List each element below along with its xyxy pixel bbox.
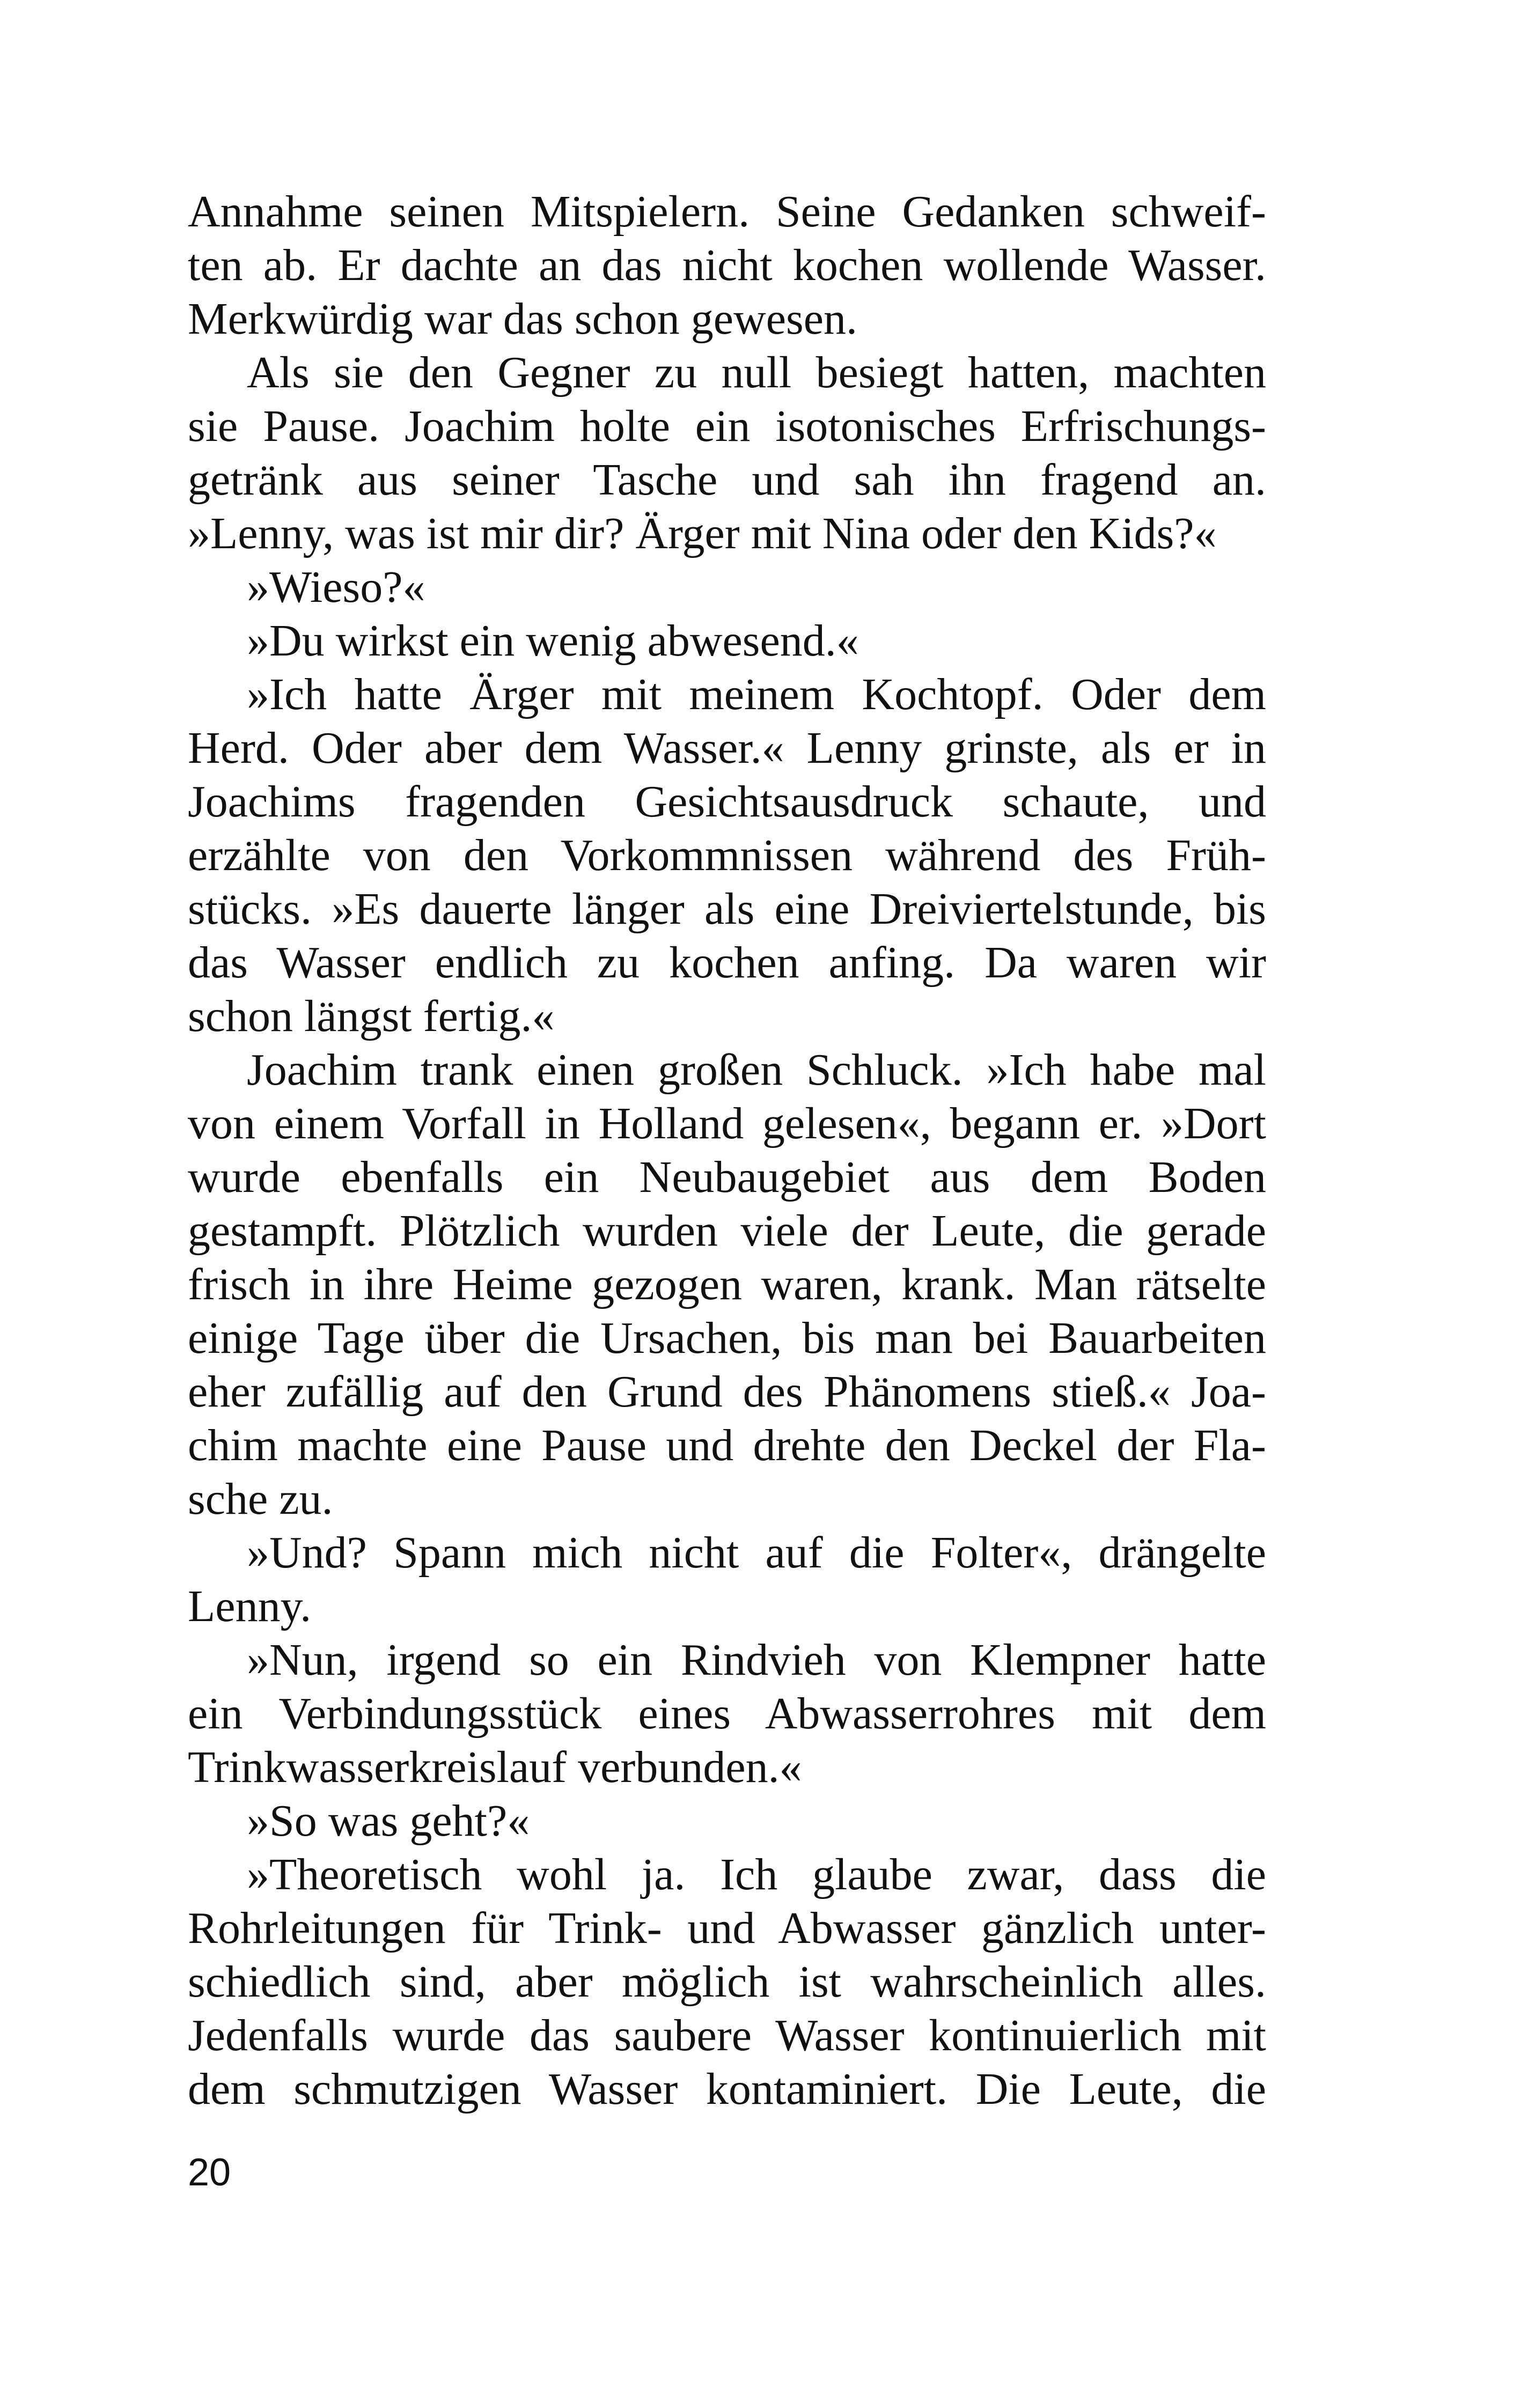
text-line: »Lenny, was ist mir dir? Ärger mit Nina oder den Kids?« bbox=[188, 509, 1217, 558]
text-line: schon längst fertig.« bbox=[188, 991, 555, 1041]
text-line: »Theoretisch wohl ja. Ich glaube zwar, dass die bbox=[247, 1850, 1266, 1899]
text-line: von einem Vorfall in Holland gelesen«, begann er. »Dort bbox=[188, 1099, 1266, 1148]
text-line: Rohrleitungen für Trink- und Abwasser gänzlich unter- bbox=[188, 1903, 1266, 1953]
text-line: Joachim trank einen großen Schluck. »Ich habe mal bbox=[247, 1045, 1266, 1095]
text-line: dem schmutzigen Wasser kontaminiert. Die Leute, die bbox=[188, 2064, 1266, 2114]
text-line: »Ich hatte Ärger mit meinem Kochtopf. Oder dem bbox=[247, 669, 1266, 719]
text-line: erzählte von den Vorkommnissen während des Früh- bbox=[188, 830, 1266, 880]
text-line: chim machte eine Pause und drehte den Deckel der Fla- bbox=[188, 1420, 1266, 1470]
text-line: »Du wirkst ein wenig abwesend.« bbox=[247, 616, 859, 666]
text-line: »Und? Spann mich nicht auf die Folter«, drängelte bbox=[247, 1528, 1266, 1578]
text-line: sie Pause. Joachim holte ein isotonisches Erfrischungs- bbox=[188, 401, 1266, 451]
text-line: Jedenfalls wurde das saubere Wasser kontinuierlich mit bbox=[188, 2011, 1266, 2060]
text-line: Joachims fragenden Gesichtsausdruck schaute, und bbox=[188, 777, 1266, 827]
text-line: »Nun, irgend so ein Rindvieh von Klempner hatte bbox=[247, 1635, 1266, 1685]
text-line: das Wasser endlich zu kochen anfing. Da waren wir bbox=[188, 938, 1266, 988]
text-line: einige Tage über die Ursachen, bis man bei Bauarbeiten bbox=[188, 1313, 1266, 1363]
text-line: getränk aus seiner Tasche und sah ihn fragend an. bbox=[188, 455, 1266, 505]
text-line: eher zufällig auf den Grund des Phänomens stieß.« Joa- bbox=[188, 1367, 1266, 1417]
text-line: wurde ebenfalls ein Neubaugebiet aus dem Boden bbox=[188, 1152, 1266, 1202]
page-number: 20 bbox=[188, 2151, 231, 2194]
text-line: »So was geht?« bbox=[247, 1796, 530, 1846]
text-line: Merkwürdig war das schon gewesen. bbox=[188, 294, 857, 344]
text-line: Herd. Oder aber dem Wasser.« Lenny grinste, als er in bbox=[188, 723, 1266, 773]
text-line: gestampft. Plötzlich wurden viele der Leute, die gerade bbox=[188, 1206, 1266, 1256]
text-line: schiedlich sind, aber möglich ist wahrscheinlich alles. bbox=[188, 1957, 1266, 2007]
text-line: Lenny. bbox=[188, 1581, 312, 1631]
text-line: Trinkwasserkreislauf verbunden.« bbox=[188, 1742, 802, 1792]
text-line: sche zu. bbox=[188, 1474, 333, 1524]
text-line: ten ab. Er dachte an das nicht kochen wollende Wasser. bbox=[188, 240, 1266, 290]
text-line: Als sie den Gegner zu null besiegt hatten, machten bbox=[247, 348, 1266, 397]
text-line: ein Verbindungsstück eines Abwasserrohres mit dem bbox=[188, 1689, 1266, 1739]
text-line: Annahme seinen Mitspielern. Seine Gedanken schweif- bbox=[188, 187, 1266, 237]
body-text bbox=[188, 185, 1266, 2116]
text-line: stücks. »Es dauerte länger als eine Dreiviertelstunde, bis bbox=[188, 884, 1266, 934]
text-line: frisch in ihre Heime gezogen waren, krank. Man rätselte bbox=[188, 1260, 1266, 1309]
text-line: »Wieso?« bbox=[247, 562, 425, 612]
